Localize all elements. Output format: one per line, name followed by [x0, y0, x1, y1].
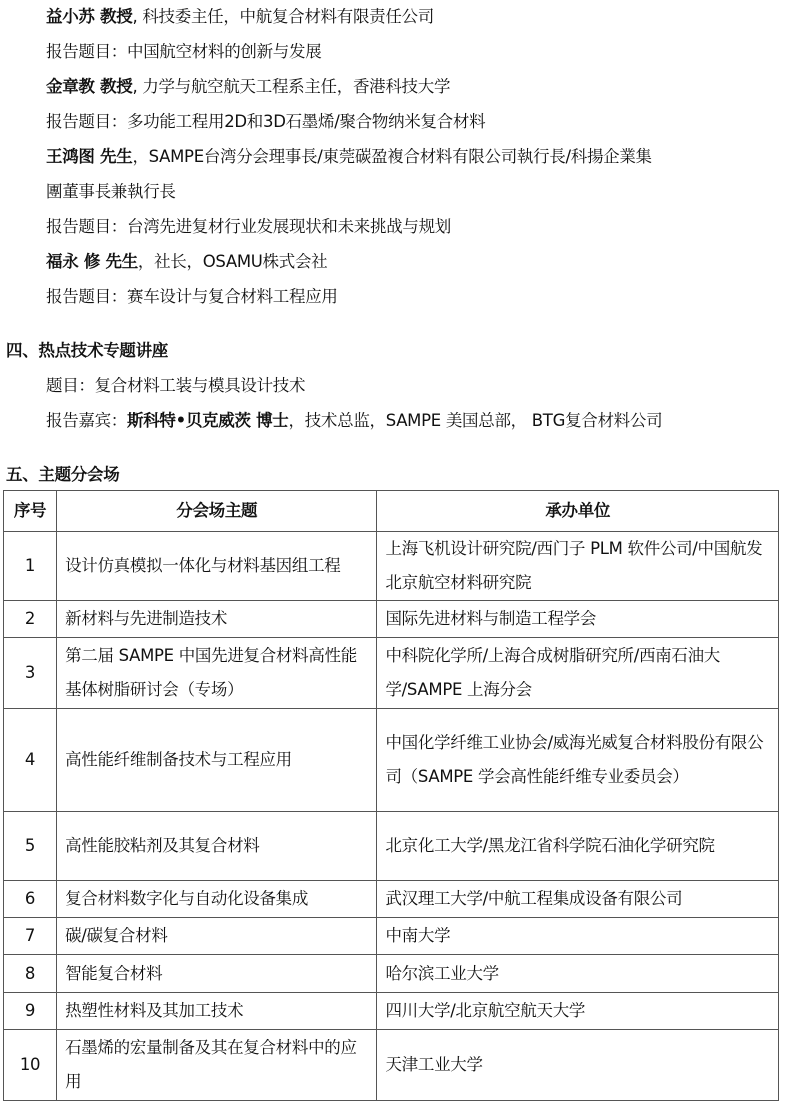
- row-number: 3: [4, 638, 57, 709]
- lecture-guest: [46, 411, 662, 431]
- row-number: 8: [4, 955, 57, 993]
- col-header: 承办单位: [377, 491, 779, 532]
- row-host: 天津工业大学: [377, 1030, 779, 1101]
- table-header-row: [4, 491, 779, 532]
- row-host: 哈尔滨工业大学: [377, 955, 779, 993]
- row-host: 国际先进材料与制造工程学会: [377, 601, 779, 638]
- speaker-4: [46, 252, 327, 272]
- row-number: 7: [4, 918, 57, 955]
- row-theme: 智能复合材料: [57, 955, 377, 993]
- speaker-3: [46, 147, 652, 167]
- row-host: 四川大学/北京航空航天大学: [377, 993, 779, 1030]
- guest-label: 报告嘉宾：: [46, 411, 128, 430]
- speaker-topic: 报告题目：赛车设计与复合材料工程应用: [46, 287, 338, 306]
- row-number: 9: [4, 993, 57, 1030]
- table-row: [4, 709, 779, 812]
- row-number: 6: [4, 881, 57, 918]
- speaker-topic: 报告题目：台湾先进复材行业发展现状和未来挑战与规划: [46, 217, 452, 236]
- table-row: [4, 955, 779, 993]
- row-number: 2: [4, 601, 57, 638]
- row-theme: 高性能胶粘剂及其复合材料: [57, 812, 377, 881]
- table-row: [4, 1030, 779, 1101]
- speaker-1: [46, 7, 434, 27]
- row-host: 中南大学: [377, 918, 779, 955]
- speaker-title-cont: 團董事長兼執行長: [46, 182, 176, 201]
- table-row: [4, 881, 779, 918]
- row-theme: 热塑性材料及其加工技术: [57, 993, 377, 1030]
- table-row: [4, 993, 779, 1030]
- guest-name: 斯科特•贝克威茨 博士: [127, 411, 289, 430]
- speaker-title: , 科技委主任，中航复合材料有限责任公司: [132, 7, 434, 26]
- speaker-name: 金章教 教授: [46, 77, 133, 96]
- row-theme: 设计仿真模拟一体化与材料基因组工程: [57, 532, 377, 601]
- table-row: [4, 638, 779, 709]
- table-row: [4, 601, 779, 638]
- sessions-table: [3, 490, 779, 1101]
- speaker-title: ，社长，OSAMU株式会社: [137, 252, 328, 271]
- row-theme: 碳/碳复合材料: [57, 918, 377, 955]
- row-number: 4: [4, 709, 57, 812]
- col-header: 分会场主题: [57, 491, 377, 532]
- row-host: 中国化学纤维工业协会/威海光威复合材料股份有限公司（SAMPE 学会高性能纤维专业委员会）: [377, 709, 779, 812]
- table-row: [4, 532, 779, 601]
- row-number: 10: [4, 1030, 57, 1101]
- section-heading: 五、主题分会场: [6, 465, 120, 484]
- speaker-name: 福永 修 先生: [46, 252, 138, 271]
- speaker-name: 益小苏 教授: [46, 7, 133, 26]
- col-header: 序号: [4, 491, 57, 532]
- row-host: 上海飞机设计研究院/西门子 PLM 软件公司/中国航发北京航空材料研究院: [377, 532, 779, 601]
- speaker-2: [46, 77, 450, 97]
- row-host: 武汉理工大学/中航工程集成设备有限公司: [377, 881, 779, 918]
- row-number: 1: [4, 532, 57, 601]
- speaker-topic: 报告题目：多功能工程用2D和3D石墨烯/聚合物纳米复合材料: [46, 112, 486, 131]
- speaker-name: 王鸿图 先生: [46, 147, 133, 166]
- row-theme: 高性能纤维制备技术与工程应用: [57, 709, 377, 812]
- row-theme: 新材料与先进制造技术: [57, 601, 377, 638]
- speaker-title: , 力学与航空航天工程系主任，香港科技大学: [132, 77, 451, 96]
- lecture-topic: 题目：复合材料工装与模具设计技术: [46, 376, 306, 395]
- row-theme: 石墨烯的宏量制备及其在复合材料中的应用: [57, 1030, 377, 1101]
- speaker-topic: 报告题目：中国航空材料的创新与发展: [46, 42, 322, 61]
- row-theme: 复合材料数字化与自动化设备集成: [57, 881, 377, 918]
- section-heading: 四、热点技术专题讲座: [6, 341, 169, 360]
- table-row: [4, 918, 779, 955]
- speaker-title: ，SAMPE台湾分会理事長/東莞碳盈複合材料有限公司執行長/科揚企業集: [132, 147, 652, 166]
- guest-title: ，技术总监，SAMPE 美国总部， BTG复合材料公司: [288, 411, 663, 430]
- row-host: 北京化工大学/黑龙江省科学院石油化学研究院: [377, 812, 779, 881]
- table-row: [4, 812, 779, 881]
- row-host: 中科院化学所/上海合成树脂研究所/西南石油大学/SAMPE 上海分会: [377, 638, 779, 709]
- row-theme: 第二届 SAMPE 中国先进复合材料高性能基体树脂研讨会（专场）: [57, 638, 377, 709]
- row-number: 5: [4, 812, 57, 881]
